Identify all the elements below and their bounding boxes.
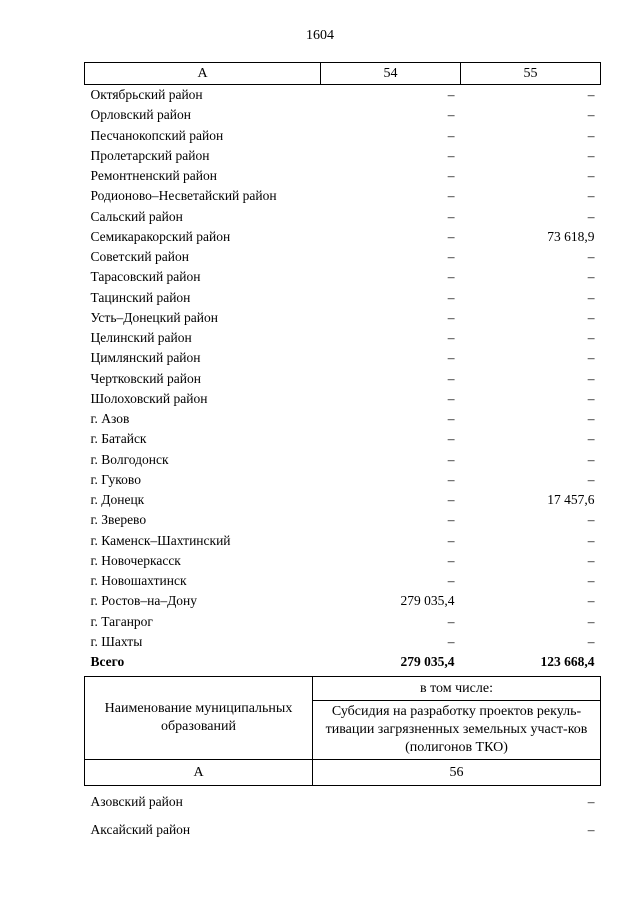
value-col-55: – [587, 309, 595, 325]
municipality-name: г. Волгодонск [90, 451, 169, 467]
value-col-54: – [447, 188, 455, 204]
value-col-55: – [587, 330, 595, 346]
table-row [85, 247, 601, 267]
value-col-55: – [587, 168, 595, 184]
municipality-name: Аксайский район [90, 822, 191, 837]
municipality-name: Родионово–Несветайский район [90, 188, 277, 204]
header-col-a: А [85, 760, 313, 786]
value-col-55: – [587, 127, 595, 143]
value-col-54: – [447, 330, 455, 346]
value-col-54: – [447, 390, 455, 406]
municipality-name: Пролетарский район [90, 147, 210, 163]
value-col-55: – [587, 289, 595, 305]
table-row [85, 531, 601, 551]
table-row [85, 227, 601, 247]
value-col-55: – [587, 390, 595, 406]
value-col-55: – [587, 411, 595, 427]
municipality-name: Чертковский район [90, 370, 201, 386]
value-col-54: 279 035,4 [400, 593, 455, 609]
table-row [85, 207, 601, 227]
municipality-name: Тацинский район [90, 289, 191, 305]
table-row [85, 328, 601, 348]
value-col-54: – [447, 573, 455, 589]
table-row [85, 389, 601, 409]
municipality-name: г. Батайск [90, 431, 147, 447]
value-col-55: – [587, 552, 595, 568]
table-row [85, 105, 601, 125]
header-col-56: 56 [313, 760, 601, 786]
municipality-name: Семикаракорский район [90, 228, 231, 244]
municipality-name: Целинский район [90, 330, 192, 346]
value-col-55: – [587, 532, 595, 548]
value-col-54: – [447, 532, 455, 548]
table-row [85, 490, 601, 510]
table-row [85, 571, 601, 591]
table-row [85, 450, 601, 470]
value-col-55: – [587, 208, 595, 224]
municipality-name: г. Новошахтинск [90, 573, 187, 589]
table2-header-row-3 [85, 760, 601, 786]
value-col-56: – [587, 822, 595, 837]
value-col-54: – [447, 249, 455, 265]
total-col-55: 123 668,4 [540, 654, 595, 670]
municipality-name: Усть–Донецкий район [90, 309, 218, 325]
value-col-54: – [447, 431, 455, 447]
value-col-55: – [587, 249, 595, 265]
value-col-54: – [447, 411, 455, 427]
table-row [85, 267, 601, 287]
including-header: в том числе: [313, 677, 601, 701]
municipality-name: г. Гуково [90, 471, 141, 487]
value-col-55: – [587, 471, 595, 487]
value-col-54: – [447, 492, 455, 508]
budget-table-54-55 [84, 62, 601, 672]
municipality-name: Орловский район [90, 107, 191, 123]
table-row [85, 551, 601, 571]
value-col-54: – [447, 87, 455, 103]
table-row [85, 146, 601, 166]
value-col-54: – [447, 309, 455, 325]
municipality-name: г. Донецк [90, 492, 145, 508]
total-row [85, 652, 601, 672]
municipality-name: Песчанокопский район [90, 127, 224, 143]
header-col-a: А [85, 63, 321, 85]
table-row [85, 591, 601, 611]
municipality-name: г. Каменск–Шахтинский [90, 532, 231, 548]
table-row [85, 348, 601, 368]
value-col-54: – [447, 289, 455, 305]
value-col-55: – [587, 107, 595, 123]
value-col-54: – [447, 208, 455, 224]
municipality-name: г. Зверево [90, 512, 147, 528]
value-col-55: – [587, 147, 595, 163]
value-col-55: – [587, 431, 595, 447]
value-col-55: – [587, 573, 595, 589]
value-col-54: – [447, 552, 455, 568]
subsidy-column-header: Субсидия на разработку проектов рекуль-тивации загрязненных земельных участ-ков (полигонов ТКО) [313, 701, 601, 760]
value-col-54: – [447, 147, 455, 163]
municipality-name: г. Ростов–на–Дону [90, 593, 198, 609]
table-row [85, 288, 601, 308]
municipality-name: Советский район [90, 249, 189, 265]
page-number: 1604 [306, 28, 334, 43]
value-col-56: – [587, 794, 595, 809]
value-col-54: – [447, 350, 455, 366]
header-col-54: 54 [321, 63, 461, 85]
value-col-54: – [447, 228, 455, 244]
table2-header-row-1 [85, 677, 601, 701]
value-col-54: – [447, 471, 455, 487]
value-col-55: – [587, 188, 595, 204]
value-col-55: – [587, 512, 595, 528]
value-col-55: 73 618,9 [547, 228, 595, 244]
value-col-54: – [447, 451, 455, 467]
table-row [85, 429, 601, 449]
value-col-54: – [447, 370, 455, 386]
value-col-54: – [447, 168, 455, 184]
value-col-55: – [587, 593, 595, 609]
municipality-name: Октябрьский район [90, 87, 203, 103]
table-row [85, 126, 601, 146]
value-col-55: – [587, 370, 595, 386]
municipality-name: Тарасовский район [90, 269, 201, 285]
municipality-name: г. Шахты [90, 633, 143, 649]
municipality-name: Ремонтненский район [90, 168, 217, 184]
table-row [85, 470, 601, 490]
municipality-name: г. Новочеркасск [90, 552, 181, 568]
value-col-54: – [447, 107, 455, 123]
value-col-55: – [587, 451, 595, 467]
table-row [85, 510, 601, 530]
table-row [85, 632, 601, 652]
value-col-55: – [587, 269, 595, 285]
table-row [85, 186, 601, 206]
table-body [85, 85, 601, 673]
value-col-55: – [587, 350, 595, 366]
table-row [85, 369, 601, 389]
table-row [85, 612, 601, 632]
value-col-54: – [447, 127, 455, 143]
total-label: Всего [90, 654, 125, 670]
value-col-55: – [587, 613, 595, 629]
municipality-name: Азовский район [90, 794, 183, 809]
municipality-name: Цимлянский район [90, 350, 201, 366]
table-row [85, 814, 601, 842]
municipality-name: г. Азов [90, 411, 130, 427]
value-col-54: – [447, 633, 455, 649]
table2-body [85, 786, 601, 843]
municipality-name: Шолоховский район [90, 390, 208, 406]
header-col-55: 55 [461, 63, 601, 85]
value-col-55: 17 457,6 [547, 492, 595, 508]
value-col-54: – [447, 613, 455, 629]
table-row [85, 308, 601, 328]
value-col-55: – [587, 633, 595, 649]
table-row [85, 166, 601, 186]
value-col-54: – [447, 512, 455, 528]
total-col-54: 279 035,4 [400, 654, 455, 670]
value-col-55: – [587, 87, 595, 103]
municipality-name: г. Таганрог [90, 613, 153, 629]
municipality-column-header: Наименование муниципальных образований [85, 677, 313, 760]
value-col-54: – [447, 269, 455, 285]
table-header-row [85, 63, 601, 85]
table-row [85, 786, 601, 815]
table-row [85, 85, 601, 106]
budget-table-56 [84, 676, 601, 842]
municipality-name: Сальский район [90, 208, 183, 224]
table-row [85, 409, 601, 429]
